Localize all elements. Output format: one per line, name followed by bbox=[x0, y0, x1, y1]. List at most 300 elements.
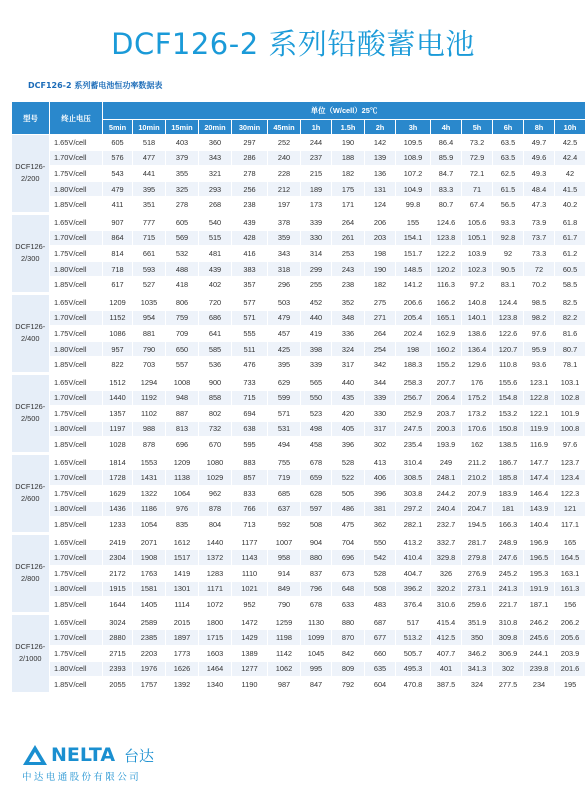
value-cell: 248.1 bbox=[431, 470, 462, 486]
value-cell: 629 bbox=[268, 373, 301, 390]
value-cell: 124 bbox=[365, 197, 396, 214]
value-cell: 324 bbox=[332, 341, 365, 357]
value-cell: 306.9 bbox=[493, 646, 524, 662]
value-cell: 238 bbox=[332, 277, 365, 294]
value-cell: 628 bbox=[301, 486, 332, 502]
value-cell: 599 bbox=[268, 390, 301, 406]
value-cell: 103.1 bbox=[555, 373, 586, 390]
voltage-cell: 1.85V/cell bbox=[50, 517, 103, 534]
value-cell: 633 bbox=[332, 597, 365, 614]
value-cell: 207.9 bbox=[462, 486, 493, 502]
value-cell: 198 bbox=[365, 246, 396, 262]
value-cell: 952 bbox=[232, 597, 268, 614]
value-cell: 439 bbox=[232, 213, 268, 230]
model-cell: DCF126- 2/400 bbox=[12, 293, 50, 373]
table-body bbox=[12, 135, 586, 693]
value-cell: 286 bbox=[232, 150, 268, 166]
value-cell: 2589 bbox=[133, 613, 166, 630]
value-cell: 154.1 bbox=[396, 230, 431, 246]
value-cell: 47.3 bbox=[524, 197, 555, 214]
value-cell: 1130 bbox=[301, 613, 332, 630]
value-cell: 870 bbox=[332, 630, 365, 646]
value-cell: 694 bbox=[232, 406, 268, 422]
value-cell: 244.1 bbox=[524, 646, 555, 662]
value-cell: 203.7 bbox=[431, 406, 462, 422]
table-row bbox=[12, 517, 586, 534]
value-cell: 914 bbox=[268, 566, 301, 582]
value-cell: 49.7 bbox=[524, 135, 555, 151]
value-cell: 165.1 bbox=[431, 310, 462, 326]
value-cell: 2385 bbox=[133, 630, 166, 646]
voltage-cell: 1.75V/cell bbox=[50, 566, 103, 582]
value-cell: 1029 bbox=[199, 470, 232, 486]
voltage-cell: 1.80V/cell bbox=[50, 181, 103, 197]
value-cell: 648 bbox=[332, 581, 365, 597]
voltage-cell: 1.85V/cell bbox=[50, 597, 103, 614]
value-cell: 160.2 bbox=[431, 341, 462, 357]
time-header: 45min bbox=[268, 120, 301, 135]
value-cell: 329.8 bbox=[431, 550, 462, 566]
value-cell: 102.3 bbox=[462, 261, 493, 277]
value-cell: 1915 bbox=[103, 581, 133, 597]
table-row bbox=[12, 181, 586, 197]
value-cell: 383 bbox=[232, 261, 268, 277]
value-cell: 1897 bbox=[166, 630, 199, 646]
voltage-cell: 1.75V/cell bbox=[50, 646, 103, 662]
value-cell: 1728 bbox=[103, 470, 133, 486]
value-cell: 440 bbox=[301, 310, 332, 326]
time-header: 6h bbox=[493, 120, 524, 135]
table-row bbox=[12, 373, 586, 390]
table-row bbox=[12, 357, 586, 374]
value-cell: 1392 bbox=[166, 677, 199, 693]
voltage-cell: 1.80V/cell bbox=[50, 501, 103, 517]
value-cell: 957 bbox=[103, 341, 133, 357]
value-cell: 378 bbox=[268, 213, 301, 230]
value-cell: 809 bbox=[332, 661, 365, 677]
value-cell: 704 bbox=[332, 533, 365, 550]
value-cell: 1357 bbox=[103, 406, 133, 422]
value-cell: 1209 bbox=[166, 453, 199, 470]
value-cell: 63.5 bbox=[493, 135, 524, 151]
value-cell: 98.5 bbox=[524, 293, 555, 310]
voltage-cell: 1.80V/cell bbox=[50, 421, 103, 437]
value-cell: 592 bbox=[268, 517, 301, 534]
value-cell: 150.8 bbox=[493, 421, 524, 437]
value-cell: 352 bbox=[332, 293, 365, 310]
value-cell: 571 bbox=[268, 406, 301, 422]
value-cell: 181 bbox=[493, 501, 524, 517]
value-cell: 203 bbox=[365, 230, 396, 246]
value-cell: 302 bbox=[365, 437, 396, 454]
value-cell: 109.5 bbox=[396, 135, 431, 151]
table-row bbox=[12, 197, 586, 214]
value-cell: 550 bbox=[301, 390, 332, 406]
value-cell: 842 bbox=[332, 646, 365, 662]
table-row bbox=[12, 597, 586, 614]
value-cell: 641 bbox=[199, 326, 232, 342]
voltage-cell: 1.70V/cell bbox=[50, 390, 103, 406]
value-cell: 435 bbox=[332, 390, 365, 406]
value-cell: 243 bbox=[332, 261, 365, 277]
value-cell: 528 bbox=[365, 566, 396, 582]
time-header: 5h bbox=[462, 120, 493, 135]
value-cell: 342 bbox=[365, 357, 396, 374]
value-cell: 1028 bbox=[103, 437, 133, 454]
voltage-cell: 1.80V/cell bbox=[50, 261, 103, 277]
value-cell: 73.3 bbox=[524, 246, 555, 262]
value-cell: 709 bbox=[166, 326, 199, 342]
value-cell: 396 bbox=[365, 486, 396, 502]
value-cell: 883 bbox=[232, 453, 268, 470]
table-row bbox=[12, 470, 586, 486]
value-cell: 1186 bbox=[133, 501, 166, 517]
time-header: 1h bbox=[301, 120, 332, 135]
value-cell: 194.5 bbox=[462, 517, 493, 534]
model-header: 型号 bbox=[12, 102, 50, 135]
value-cell: 425 bbox=[268, 341, 301, 357]
value-cell: 235.4 bbox=[396, 437, 431, 454]
value-cell: 326 bbox=[431, 566, 462, 582]
value-cell: 379 bbox=[166, 150, 199, 166]
value-cell: 796 bbox=[301, 581, 332, 597]
voltage-cell: 1.65V/cell bbox=[50, 135, 103, 151]
value-cell: 205.6 bbox=[555, 630, 586, 646]
voltage-cell: 1.75V/cell bbox=[50, 166, 103, 182]
value-cell: 351.9 bbox=[462, 613, 493, 630]
value-cell: 210.2 bbox=[462, 470, 493, 486]
value-cell: 412.5 bbox=[431, 630, 462, 646]
value-cell: 962 bbox=[199, 486, 232, 502]
value-cell: 396 bbox=[332, 437, 365, 454]
value-cell: 48.4 bbox=[524, 181, 555, 197]
value-cell: 677 bbox=[365, 630, 396, 646]
value-cell: 1517 bbox=[166, 550, 199, 566]
value-cell: 310.6 bbox=[431, 597, 462, 614]
value-cell: 175.2 bbox=[462, 390, 493, 406]
value-cell: 847 bbox=[301, 677, 332, 693]
value-cell: 617 bbox=[103, 277, 133, 294]
value-cell: 165 bbox=[555, 533, 586, 550]
value-cell: 138.6 bbox=[462, 326, 493, 342]
table-caption: DCF126-2 系列蓄电池恒功率数据表 bbox=[28, 81, 163, 90]
page-title: DCF126-2 系列铅酸蓄电池 bbox=[111, 27, 475, 61]
value-cell: 186.7 bbox=[493, 453, 524, 470]
value-cell: 163.1 bbox=[555, 566, 586, 582]
value-cell: 1294 bbox=[133, 373, 166, 390]
value-cell: 479 bbox=[268, 310, 301, 326]
value-cell: 1757 bbox=[133, 677, 166, 693]
value-cell: 1429 bbox=[232, 630, 268, 646]
time-header: 4h bbox=[431, 120, 462, 135]
value-cell: 72.1 bbox=[462, 166, 493, 182]
value-cell: 483 bbox=[365, 597, 396, 614]
value-cell: 1612 bbox=[166, 533, 199, 550]
value-cell: 2071 bbox=[133, 533, 166, 550]
value-cell: 93.6 bbox=[524, 357, 555, 374]
value-cell: 407.7 bbox=[431, 646, 462, 662]
value-cell: 495.3 bbox=[396, 661, 431, 677]
value-cell: 247.6 bbox=[493, 550, 524, 566]
value-cell: 97.6 bbox=[524, 326, 555, 342]
value-cell: 350 bbox=[462, 630, 493, 646]
value-cell: 703 bbox=[133, 357, 166, 374]
value-cell: 176 bbox=[462, 373, 493, 390]
value-cell: 246.2 bbox=[524, 613, 555, 630]
value-cell: 1372 bbox=[199, 550, 232, 566]
value-cell: 1440 bbox=[103, 390, 133, 406]
value-cell: 124.4 bbox=[493, 293, 524, 310]
value-cell: 302 bbox=[493, 661, 524, 677]
value-cell: 206.4 bbox=[431, 390, 462, 406]
value-cell: 317 bbox=[332, 357, 365, 374]
value-cell: 1099 bbox=[301, 630, 332, 646]
value-cell: 670 bbox=[199, 437, 232, 454]
value-cell: 73.7 bbox=[524, 230, 555, 246]
value-cell: 138.5 bbox=[493, 437, 524, 454]
value-cell: 296 bbox=[268, 277, 301, 294]
power-data-table bbox=[11, 101, 586, 693]
value-cell: 120.7 bbox=[493, 341, 524, 357]
table-row bbox=[12, 277, 586, 294]
value-cell: 123.8 bbox=[431, 230, 462, 246]
value-cell: 1976 bbox=[133, 661, 166, 677]
value-cell: 110.8 bbox=[493, 357, 524, 374]
value-cell: 415.4 bbox=[431, 613, 462, 630]
voltage-cell: 1.65V/cell bbox=[50, 533, 103, 550]
value-cell: 140.1 bbox=[462, 310, 493, 326]
value-cell: 155 bbox=[396, 213, 431, 230]
table-row bbox=[12, 550, 586, 566]
value-cell: 571 bbox=[232, 310, 268, 326]
value-cell: 381 bbox=[365, 501, 396, 517]
time-header: 5min bbox=[103, 120, 133, 135]
value-cell: 153.2 bbox=[493, 406, 524, 422]
value-cell: 339 bbox=[301, 213, 332, 230]
voltage-cell: 1.70V/cell bbox=[50, 310, 103, 326]
value-cell: 1198 bbox=[268, 630, 301, 646]
value-cell: 258.3 bbox=[396, 373, 431, 390]
value-cell: 97.2 bbox=[462, 277, 493, 294]
value-cell: 42.5 bbox=[555, 135, 586, 151]
value-cell: 486 bbox=[332, 501, 365, 517]
value-cell: 954 bbox=[133, 310, 166, 326]
table-header bbox=[12, 102, 586, 135]
value-cell: 195.3 bbox=[524, 566, 555, 582]
value-cell: 299 bbox=[301, 261, 332, 277]
time-header: 10min bbox=[133, 120, 166, 135]
voltage-cell: 1.65V/cell bbox=[50, 453, 103, 470]
value-cell: 143.9 bbox=[524, 501, 555, 517]
value-cell: 733 bbox=[232, 373, 268, 390]
value-cell: 330 bbox=[301, 230, 332, 246]
value-cell: 2015 bbox=[166, 613, 199, 630]
value-cell: 1644 bbox=[103, 597, 133, 614]
value-cell: 67.4 bbox=[462, 197, 493, 214]
value-cell: 61.7 bbox=[555, 230, 586, 246]
delta-logo bbox=[20, 744, 170, 784]
value-cell: 1152 bbox=[103, 310, 133, 326]
value-cell: 498 bbox=[301, 421, 332, 437]
table-row bbox=[12, 293, 586, 310]
value-cell: 503 bbox=[268, 293, 301, 310]
value-cell: 1626 bbox=[166, 661, 199, 677]
value-cell: 2055 bbox=[103, 677, 133, 693]
value-cell: 207.7 bbox=[431, 373, 462, 390]
value-cell: 101.9 bbox=[555, 406, 586, 422]
value-cell: 1440 bbox=[199, 533, 232, 550]
value-cell: 1171 bbox=[199, 581, 232, 597]
model-cell: DCF126- 2/200 bbox=[12, 135, 50, 214]
value-cell: 508 bbox=[301, 517, 332, 534]
value-cell: 395 bbox=[133, 181, 166, 197]
value-cell: 124.6 bbox=[431, 213, 462, 230]
table-row bbox=[12, 566, 586, 582]
value-cell: 182 bbox=[332, 166, 365, 182]
value-cell: 2393 bbox=[103, 661, 133, 677]
value-cell: 190 bbox=[365, 261, 396, 277]
value-cell: 508 bbox=[365, 581, 396, 597]
value-cell: 321 bbox=[199, 166, 232, 182]
value-cell: 332.7 bbox=[431, 533, 462, 550]
value-cell: 470.8 bbox=[396, 677, 431, 693]
value-cell: 241.3 bbox=[493, 581, 524, 597]
value-cell: 232.7 bbox=[431, 517, 462, 534]
value-cell: 142 bbox=[365, 135, 396, 151]
value-cell: 518 bbox=[133, 135, 166, 151]
value-cell: 202.4 bbox=[396, 326, 431, 342]
value-cell: 92 bbox=[493, 246, 524, 262]
value-cell: 527 bbox=[133, 277, 166, 294]
time-header: 20min bbox=[199, 120, 232, 135]
brand-name-cn: 台达 bbox=[124, 747, 155, 765]
value-cell: 687 bbox=[365, 613, 396, 630]
value-cell: 1322 bbox=[133, 486, 166, 502]
table-row bbox=[12, 230, 586, 246]
model-cell: DCF126- 2/300 bbox=[12, 213, 50, 293]
value-cell: 247.5 bbox=[396, 421, 431, 437]
value-cell: 505.7 bbox=[396, 646, 431, 662]
value-cell: 1512 bbox=[103, 373, 133, 390]
value-cell: 881 bbox=[133, 326, 166, 342]
value-cell: 104.9 bbox=[396, 181, 431, 197]
value-cell: 1259 bbox=[268, 613, 301, 630]
value-cell: 1143 bbox=[232, 550, 268, 566]
value-cell: 1021 bbox=[232, 581, 268, 597]
value-cell: 577 bbox=[232, 293, 268, 310]
voltage-cell: 1.75V/cell bbox=[50, 326, 103, 342]
value-cell: 93.3 bbox=[493, 213, 524, 230]
value-cell: 2203 bbox=[133, 646, 166, 662]
value-cell: 402 bbox=[199, 277, 232, 294]
value-cell: 310.8 bbox=[493, 613, 524, 630]
value-cell: 1763 bbox=[133, 566, 166, 582]
value-cell: 206.6 bbox=[396, 293, 431, 310]
value-cell: 458 bbox=[301, 437, 332, 454]
value-cell: 244 bbox=[301, 135, 332, 151]
value-cell: 715 bbox=[133, 230, 166, 246]
value-cell: 215 bbox=[301, 166, 332, 182]
brand-name: NELTA bbox=[51, 744, 116, 766]
value-cell: 1086 bbox=[103, 326, 133, 342]
value-cell: 252.9 bbox=[396, 406, 431, 422]
value-cell: 907 bbox=[103, 213, 133, 230]
voltage-cell: 1.65V/cell bbox=[50, 213, 103, 230]
value-cell: 170.6 bbox=[462, 421, 493, 437]
value-cell: 659 bbox=[301, 470, 332, 486]
value-cell: 56.5 bbox=[493, 197, 524, 214]
value-cell: 97.6 bbox=[555, 437, 586, 454]
value-cell: 271 bbox=[365, 310, 396, 326]
value-cell: 140.8 bbox=[462, 293, 493, 310]
table-row bbox=[12, 166, 586, 182]
value-cell: 1436 bbox=[103, 501, 133, 517]
value-cell: 517 bbox=[396, 613, 431, 630]
value-cell: 245.2 bbox=[493, 566, 524, 582]
value-cell: 108.9 bbox=[396, 150, 431, 166]
value-cell: 531 bbox=[268, 421, 301, 437]
value-cell: 635 bbox=[365, 661, 396, 677]
value-cell: 650 bbox=[166, 341, 199, 357]
value-cell: 162.9 bbox=[431, 326, 462, 342]
value-cell: 123.1 bbox=[524, 373, 555, 390]
value-cell: 190 bbox=[332, 135, 365, 151]
value-cell: 532 bbox=[166, 246, 199, 262]
value-cell: 164.5 bbox=[555, 550, 586, 566]
value-cell: 95.9 bbox=[524, 341, 555, 357]
value-cell: 86.4 bbox=[431, 135, 462, 151]
value-cell: 3024 bbox=[103, 613, 133, 630]
value-cell: 72 bbox=[524, 261, 555, 277]
value-cell: 171 bbox=[332, 197, 365, 214]
value-cell: 173.2 bbox=[462, 406, 493, 422]
value-cell: 228 bbox=[268, 166, 301, 182]
value-cell: 2715 bbox=[103, 646, 133, 662]
voltage-cell: 1.75V/cell bbox=[50, 246, 103, 262]
value-cell: 396.2 bbox=[396, 581, 431, 597]
value-cell: 204.7 bbox=[462, 501, 493, 517]
value-cell: 413.2 bbox=[396, 533, 431, 550]
value-cell: 1138 bbox=[166, 470, 199, 486]
value-cell: 325 bbox=[166, 181, 199, 197]
value-cell: 341.3 bbox=[462, 661, 493, 677]
value-cell: 1114 bbox=[166, 597, 199, 614]
table-row bbox=[12, 261, 586, 277]
value-cell: 718 bbox=[103, 261, 133, 277]
value-cell: 58.5 bbox=[555, 277, 586, 294]
value-cell: 72.9 bbox=[462, 150, 493, 166]
table-row bbox=[12, 326, 586, 342]
value-cell: 713 bbox=[232, 517, 268, 534]
time-header: 8h bbox=[524, 120, 555, 135]
voltage-cell: 1.65V/cell bbox=[50, 293, 103, 310]
value-cell: 1197 bbox=[103, 421, 133, 437]
voltage-cell: 1.70V/cell bbox=[50, 230, 103, 246]
value-cell: 864 bbox=[103, 230, 133, 246]
value-cell: 330 bbox=[365, 406, 396, 422]
value-cell: 120.2 bbox=[431, 261, 462, 277]
value-cell: 175 bbox=[332, 181, 365, 197]
value-cell: 105.6 bbox=[462, 213, 493, 230]
unit-header: 单位（W/cell）25℃ bbox=[103, 102, 586, 120]
value-cell: 720 bbox=[199, 293, 232, 310]
voltage-cell: 1.70V/cell bbox=[50, 150, 103, 166]
voltage-cell: 1.75V/cell bbox=[50, 486, 103, 502]
value-cell: 806 bbox=[166, 293, 199, 310]
value-cell: 240 bbox=[268, 150, 301, 166]
value-cell: 1553 bbox=[133, 453, 166, 470]
value-cell: 123.4 bbox=[555, 470, 586, 486]
